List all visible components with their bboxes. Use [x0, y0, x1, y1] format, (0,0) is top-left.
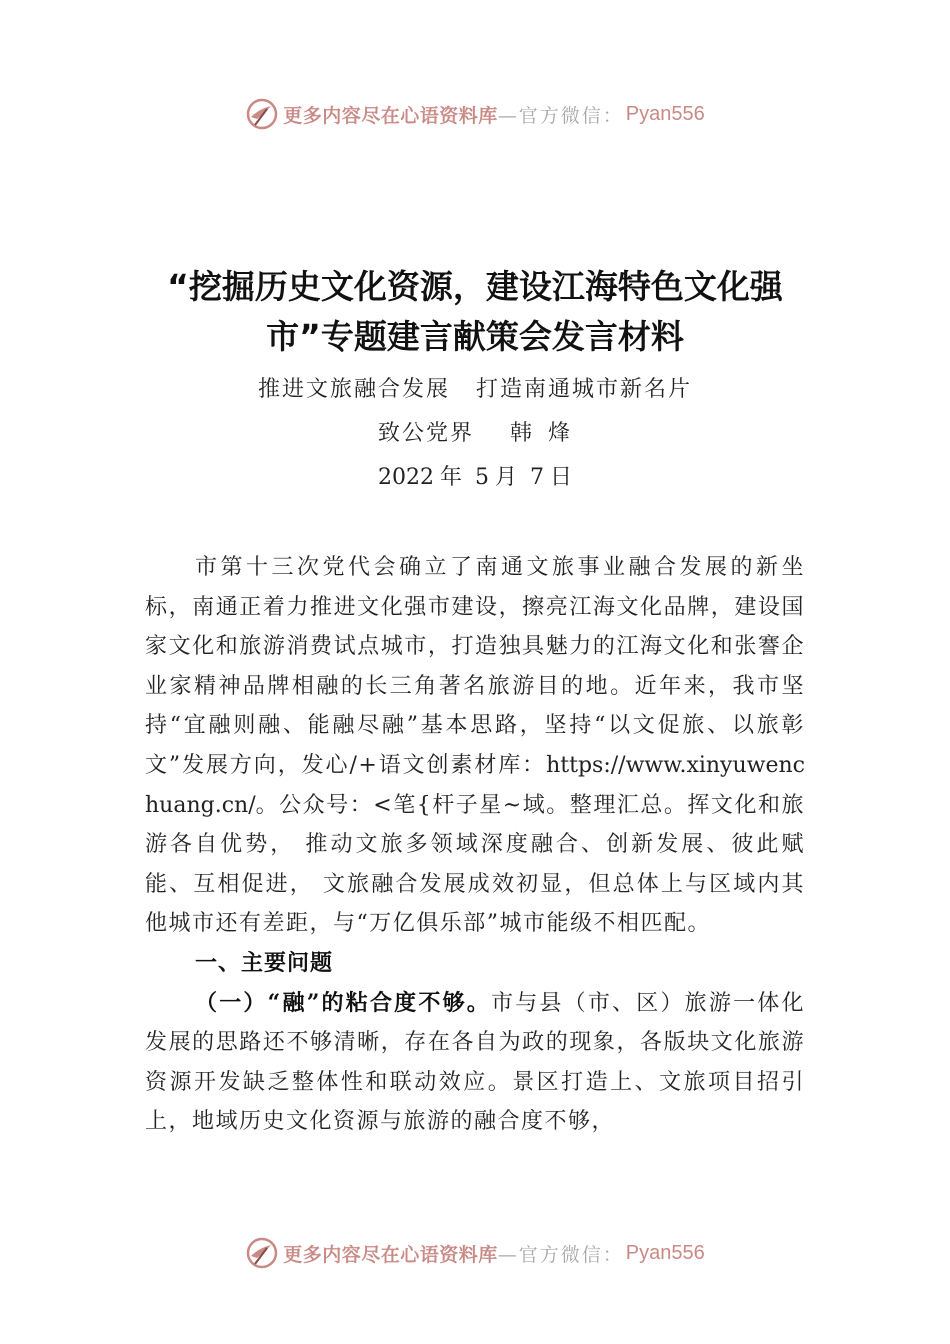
banner-main-text: 更多内容尽在心语资料库	[283, 104, 498, 127]
quill-logo-icon	[245, 97, 279, 131]
body-paragraph-1	[145, 548, 805, 944]
document-subtitle	[0, 372, 950, 403]
date-year-unit: 年	[439, 465, 462, 490]
footer-banner	[0, 1233, 950, 1273]
subsection-title-1: （一）“融”的粘合度不够。	[195, 989, 491, 1016]
document-body	[145, 548, 805, 1142]
para1-text-a: 市第十三次党代会确立了南通文旅事业融合发展的新坐标，南通正着力推进文化强市建设，擦亮江海文化品牌，建设国家文化和旅游消费试点城市，打造独具魅力的江海文化和张謇企业家精神品牌相融的长三角著名旅游目的地。近年来，我市坚持“宜融则融、能融尽融”基本思路，坚持“以文促旅、以旅彰文”发展方向，发心/+语文创素材库：	[145, 555, 805, 778]
para1-url: https://www.xinyuwenchuang.cn/	[145, 752, 805, 818]
banner-main-text: 更多内容尽在心语资料库	[283, 1243, 498, 1266]
date-month: 5	[474, 465, 489, 490]
header-banner	[0, 94, 950, 134]
banner-sub-text: —官方微信：	[497, 1243, 624, 1266]
subtitle-part-2: 打造南通城市新名片	[476, 377, 693, 402]
author-name-second: 烽	[548, 421, 573, 446]
subsection-text-1: 市与县（市、区）旅游一体化发展的思路还不够清晰，存在各自为政的现象，各版块文化旅游资源开发缺乏整体性和联动效应。景区打造上、文旅项目招引上，地域历史文化资源与旅游的融合度不够，	[145, 990, 805, 1135]
banner-sub-text: —官方微信：	[497, 104, 624, 127]
author-line	[0, 416, 950, 447]
section-heading-1: 一、主要问题	[195, 950, 334, 976]
date-day: 7	[530, 465, 544, 490]
document-title	[120, 262, 830, 362]
quill-logo-icon	[245, 1236, 279, 1270]
date-year: 2022	[377, 465, 434, 490]
para1-text-b: 。公众号：<笔{杆子星~域。整理汇总。挥文化和旅游各自优势， 推动文旅多领域深度融合、创新发展、彼此赋能、互相促进， 文旅融合发展成效初显，但总体上与区域内其他城市还有差距，与“万亿俱乐部”城市能级不相匹配。	[145, 792, 805, 937]
subtitle-part-1: 推进文旅融合发展	[257, 377, 450, 402]
author-org: 致公党界	[377, 421, 474, 446]
title-line-2: 市”专题建言献策会发言材料	[266, 317, 684, 356]
title-line-1: “挖掘历史文化资源，建设江海特色文化强	[167, 267, 783, 306]
date-month-unit: 月	[494, 465, 517, 490]
banner-wechat-id: Pyan556	[625, 1241, 705, 1264]
banner-wechat-id: Pyan556	[625, 102, 705, 125]
document-date	[0, 460, 950, 491]
author-name-first: 韩	[509, 421, 534, 446]
date-day-unit: 日	[550, 465, 573, 490]
body-paragraph-2	[145, 984, 805, 1142]
